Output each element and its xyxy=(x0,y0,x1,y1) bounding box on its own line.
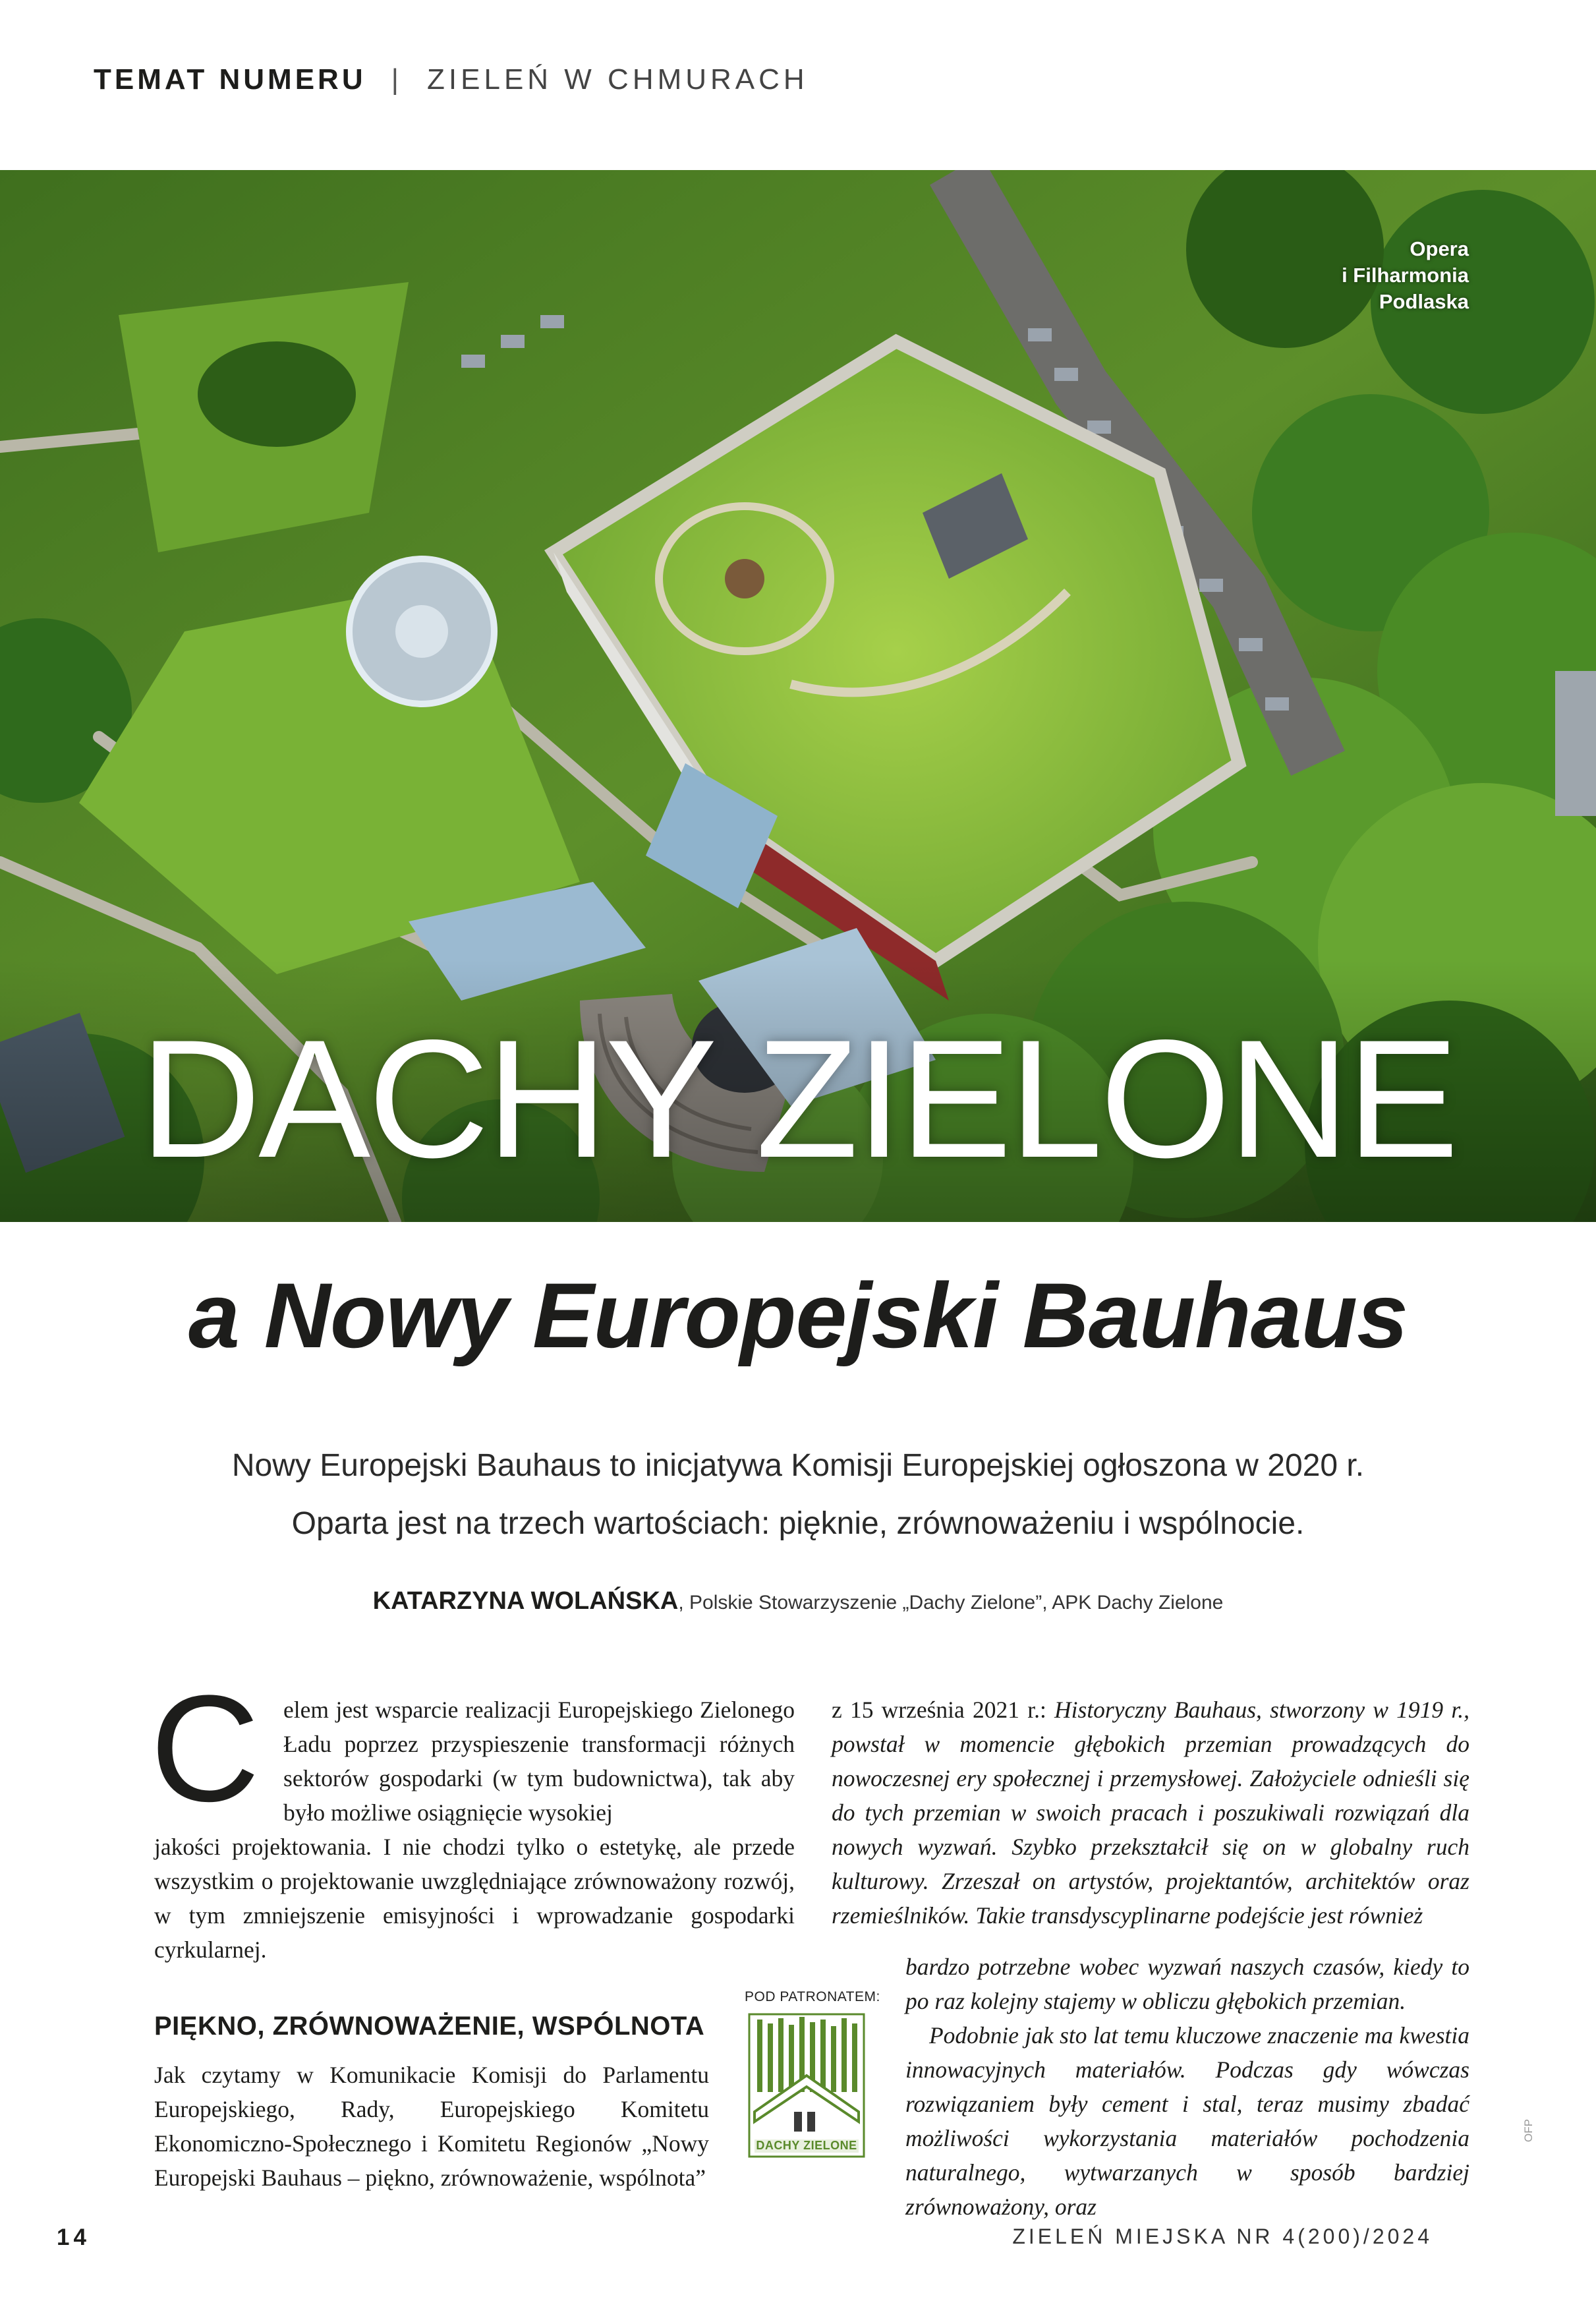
intro-paragraph-indented: elem jest wsparcie realizacji Europejskiego Zielonego Ładu poprzez przyspieszenie transformacji różnych sektorów gospodarki (w tym budownictwa), tak aby było możliwe osiągnięcie wysokiej xyxy=(283,1697,795,1826)
topic-label: ZIELEŃ W CHMURACH xyxy=(427,63,809,96)
author-name: KATARZYNA WOLAŃSKA xyxy=(372,1587,679,1615)
quote-date: z 15 września 2021 r.: xyxy=(832,1697,1054,1723)
photo-caption xyxy=(1342,236,1469,315)
caption-line: Opera xyxy=(1410,237,1469,260)
quote-column xyxy=(832,1693,1469,1933)
author-affiliation: , Polskie Stowarzyszenie „Dachy Zielone”, APK Dachy Zielone xyxy=(678,1592,1224,1614)
intro-paragraph: jakości projektowania. I nie chodzi tylko o estetykę, ale przede wszystkim o projektowanie uwzględniające zrównoważony rozwój, w tym zmniejszenie emisyjności i wprowadzanie gospodarki cyrkularnej. xyxy=(154,1834,795,1963)
logo-wordmark: DACHY ZIELONE xyxy=(756,2139,857,2152)
caption-line: Podlaska xyxy=(1379,290,1469,313)
running-header xyxy=(94,63,809,96)
drop-cap: C xyxy=(150,1664,260,1833)
caption-line: i Filharmonia xyxy=(1342,264,1469,287)
lead-line: Oparta jest na trzech wartościach: pięknie, zrównoważeniu i wspólnocie. xyxy=(291,1506,1305,1541)
magazine-issue: ZIELEŃ MIEJSKA NR 4(200)/2024 xyxy=(1012,2224,1433,2248)
main-title: DACHY ZIELONE xyxy=(140,1005,1456,1193)
byline xyxy=(0,1587,1596,1615)
dachy-zielone-logo xyxy=(748,2013,865,2158)
lead-paragraph xyxy=(105,1437,1491,1553)
quote-text-p2: Podobnie jak sto lat temu kluczowe znaczenie ma kwestia innowacyjnych materiałów. Podczas gdy wówczas rozwiązaniem były cement i stal, teraz musimy zbadać możliwości wykorzystania materiałów pochodzenia naturalnego, wytwarzanych w sposób bardziej zrównoważony, oraz xyxy=(905,2022,1469,2220)
header-separator: | xyxy=(391,63,403,96)
section-heading: PIĘKNO, ZRÓWNOWAŻENIE, WSPÓLNOTA xyxy=(154,2012,705,2041)
quote-continuation xyxy=(905,1950,1469,2224)
patronage-label: POD PATRONATEM: xyxy=(745,1989,880,2004)
page-number: 14 xyxy=(57,2224,90,2250)
quote-text-cont: bardzo potrzebne wobec wyzwań naszych czasów, kiedy to po raz kolejny stajemy w obliczu głębokich przemian. xyxy=(905,1954,1469,2014)
subtitle: a Nowy Europejski Bauhaus xyxy=(188,1264,1408,1367)
lead-line: Nowy Europejski Bauhaus to inicjatywa Komisji Europejskiej ogłoszona w 2020 r. xyxy=(231,1448,1365,1483)
section-label: TEMAT NUMERU xyxy=(94,63,366,96)
quote-text: Historyczny Bauhaus, stworzony w 1919 r., powstał w momencie głębokich przemian prowadzących do nowoczesnej ery społecznej i przemysłowej. Założyciele odnieśli się do tych przemian w swoich pracach i poszukiwali rozwiązań dla nowych wyzwań. Szybko przekształcił się on w globalny ruch kulturowy. Zrzeszał on artystów, projektantów, architektów oraz rzemieślników. Takie transdyscyplinarne podejście jest również xyxy=(832,1697,1469,1929)
body-paragraph: Jak czytamy w Komunikacie Komisji do Parlamentu Europejskiego, Rady, Europejskiego Komitetu Ekonomiczno-Społecznego i Komitetu Regionów „Nowy Europejski Bauhaus – piękno, zrównoważenie, wspólnota” xyxy=(154,2062,709,2191)
photo-credit: OFP xyxy=(1522,2119,1535,2142)
patronage-badge xyxy=(745,1989,880,2152)
